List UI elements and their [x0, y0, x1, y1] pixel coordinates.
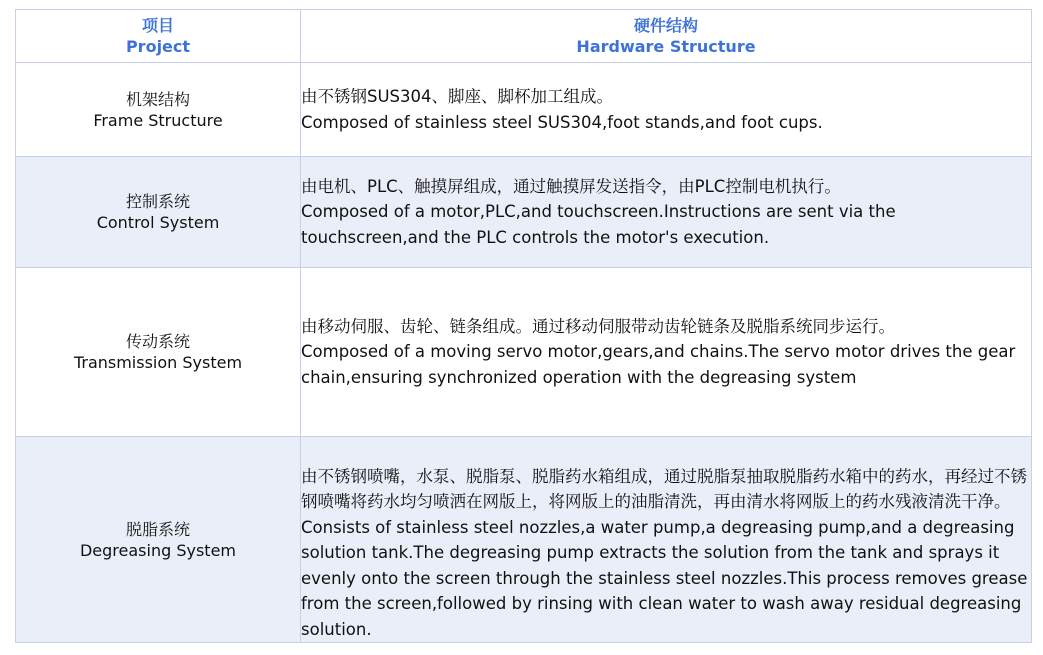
project-cell — [16, 268, 301, 437]
hardware-structure-table — [15, 9, 1032, 643]
description-zh: 由电机、PLC、触摸屏组成，通过触摸屏发送指令，由PLC控制电机执行。 — [301, 176, 841, 196]
header-hardware-zh: 硬件结构 — [633, 16, 698, 35]
header-project-zh: 项目 — [141, 16, 174, 35]
table-header-row — [16, 10, 1032, 63]
project-name-zh: 脱脂系统 — [125, 519, 190, 539]
project-name-en: Transmission System — [73, 353, 243, 372]
description-en: Composed of a motor,PLC,and touchscreen.Instructions are sent via the touchscreen,and the PLC controls the motor's execution. — [301, 202, 896, 247]
project-name-en: Degreasing System — [79, 540, 237, 560]
project-cell — [16, 63, 301, 157]
table-row-transmission-system — [16, 268, 1032, 437]
project-name-zh: 传动系统 — [125, 332, 190, 351]
project-name-zh: 机架结构 — [125, 89, 190, 109]
project-name-en: Control System — [96, 213, 220, 232]
description-en: Composed of stainless steel SUS304,foot stands,and foot cups. — [301, 112, 823, 132]
project-name-en: Frame Structure — [93, 110, 223, 130]
description-zh: 由不锈钢SUS304、脚座、脚杯加工组成。 — [301, 87, 614, 106]
project-cell — [16, 437, 301, 643]
project-name-zh: 控制系统 — [125, 192, 190, 211]
description-en: Consists of stainless steel nozzles,a water pump,a degreasing pump,and a degreasing solution tank.The degreasing pump extracts the solution from the tank and sprays it evenly onto the screen through the stainless steel nozzles.This process removes grease from the screen,followed by rinsing with clean water to wash away residual degreasing solution. — [301, 517, 1028, 639]
description-en: Composed of a moving servo motor,gears,and chains.The servo motor drives the gear chain,ensuring synchronized operation with the degreasing system — [301, 342, 1016, 387]
table-row-control-system — [16, 157, 1032, 268]
description-cell — [301, 268, 1032, 437]
table-row-frame-structure — [16, 63, 1032, 157]
project-cell — [16, 157, 301, 268]
header-project — [16, 10, 301, 63]
description-cell — [301, 63, 1032, 157]
header-project-en: Project — [125, 37, 191, 56]
description-zh: 由不锈钢喷嘴，水泵、脱脂泵、脱脂药水箱组成，通过脱脂泵抽取脱脂药水箱中的药水，再经过不锈钢喷嘴将药水均匀喷洒在网版上，将网版上的油脂清洗，再由清水将网版上的药水残液清洗干净。 — [301, 466, 1027, 511]
header-hardware-structure — [301, 10, 1032, 63]
header-hardware-en: Hardware Structure — [576, 37, 756, 56]
table-row-degreasing-system — [16, 437, 1032, 643]
description-cell — [301, 437, 1032, 643]
description-zh: 由移动伺服、齿轮、链条组成。通过移动伺服带动齿轮链条及脱脂系统同步运行。 — [301, 316, 895, 336]
description-cell — [301, 157, 1032, 268]
